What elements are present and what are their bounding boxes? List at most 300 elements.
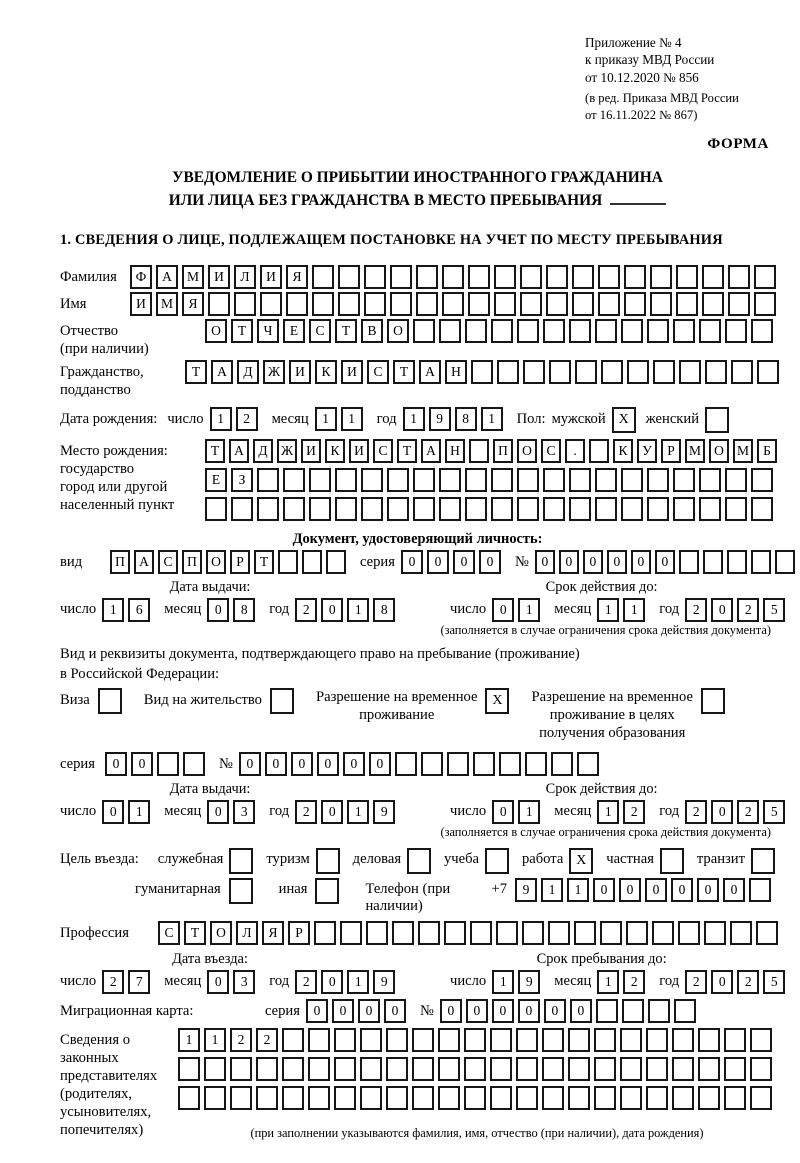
char-cell[interactable] [496, 921, 518, 945]
char-cell[interactable]: М [156, 292, 178, 316]
char-cell[interactable] [387, 497, 409, 521]
char-cell[interactable] [471, 360, 493, 384]
char-cell[interactable] [546, 265, 568, 289]
char-cell[interactable]: 0 [570, 999, 592, 1023]
char-cell[interactable]: 9 [515, 878, 537, 902]
char-cell[interactable] [525, 752, 547, 776]
char-cell[interactable]: О [387, 319, 409, 343]
char-cell[interactable]: Р [661, 439, 681, 463]
char-cell[interactable]: Н [445, 439, 465, 463]
purpose-private-checkbox[interactable] [660, 848, 684, 874]
char-cell[interactable] [551, 752, 573, 776]
char-cell[interactable] [490, 1086, 512, 1110]
char-cell[interactable] [622, 999, 644, 1023]
char-cell[interactable] [499, 752, 521, 776]
char-cell[interactable]: 1 [567, 878, 589, 902]
char-cell[interactable] [338, 265, 360, 289]
char-cell[interactable] [568, 1057, 590, 1081]
char-cell[interactable] [421, 752, 443, 776]
char-cell[interactable] [750, 1086, 772, 1110]
char-cell[interactable] [517, 319, 539, 343]
char-cell[interactable]: 1 [210, 407, 232, 431]
char-cell[interactable] [390, 292, 412, 316]
char-cell[interactable] [444, 921, 466, 945]
char-cell[interactable] [473, 752, 495, 776]
char-cell[interactable]: Е [283, 319, 305, 343]
char-cell[interactable]: . [565, 439, 585, 463]
char-cell[interactable] [178, 1057, 200, 1081]
char-cell[interactable] [260, 292, 282, 316]
char-cell[interactable] [517, 497, 539, 521]
char-cell[interactable] [308, 1086, 330, 1110]
char-cell[interactable] [598, 265, 620, 289]
char-cell[interactable]: С [367, 360, 389, 384]
char-cell[interactable]: 3 [233, 800, 255, 824]
char-cell[interactable]: 1 [204, 1028, 226, 1052]
char-cell[interactable] [278, 550, 298, 574]
char-cell[interactable]: 1 [541, 878, 563, 902]
char-cell[interactable] [490, 1028, 512, 1052]
char-cell[interactable] [568, 1086, 590, 1110]
char-cell[interactable] [256, 1086, 278, 1110]
char-cell[interactable]: И [341, 360, 363, 384]
char-cell[interactable] [572, 265, 594, 289]
char-cell[interactable]: С [309, 319, 331, 343]
char-cell[interactable] [204, 1086, 226, 1110]
char-cell[interactable]: Ж [277, 439, 297, 463]
char-cell[interactable] [312, 265, 334, 289]
char-cell[interactable]: С [158, 921, 180, 945]
char-cell[interactable] [312, 292, 334, 316]
char-cell[interactable]: 1 [518, 598, 540, 622]
char-cell[interactable]: Т [397, 439, 417, 463]
char-cell[interactable]: 0 [535, 550, 555, 574]
char-cell[interactable] [543, 468, 565, 492]
char-cell[interactable]: И [260, 265, 282, 289]
char-cell[interactable] [282, 1057, 304, 1081]
char-cell[interactable] [620, 1057, 642, 1081]
char-cell[interactable]: 0 [583, 550, 603, 574]
char-cell[interactable] [387, 468, 409, 492]
char-cell[interactable]: 1 [315, 407, 337, 431]
char-cell[interactable] [234, 292, 256, 316]
char-cell[interactable]: О [205, 319, 227, 343]
char-cell[interactable]: 1 [347, 970, 369, 994]
char-cell[interactable]: И [289, 360, 311, 384]
char-cell[interactable]: Р [288, 921, 310, 945]
char-cell[interactable] [230, 1086, 252, 1110]
char-cell[interactable]: 0 [723, 878, 745, 902]
char-cell[interactable] [416, 265, 438, 289]
char-cell[interactable]: 2 [236, 407, 258, 431]
char-cell[interactable] [594, 1057, 616, 1081]
char-cell[interactable] [569, 468, 591, 492]
char-cell[interactable]: 0 [671, 878, 693, 902]
char-cell[interactable] [334, 1028, 356, 1052]
char-cell[interactable] [620, 1086, 642, 1110]
char-cell[interactable] [673, 497, 695, 521]
char-cell[interactable]: 0 [427, 550, 449, 574]
char-cell[interactable] [705, 360, 727, 384]
char-cell[interactable] [730, 921, 752, 945]
char-cell[interactable]: 6 [128, 598, 150, 622]
char-cell[interactable] [757, 360, 779, 384]
char-cell[interactable] [574, 921, 596, 945]
char-cell[interactable] [334, 1057, 356, 1081]
char-cell[interactable] [314, 921, 336, 945]
char-cell[interactable]: 2 [256, 1028, 278, 1052]
char-cell[interactable] [750, 1057, 772, 1081]
char-cell[interactable]: 1 [481, 407, 503, 431]
char-cell[interactable] [308, 1028, 330, 1052]
char-cell[interactable]: 2 [230, 1028, 252, 1052]
char-cell[interactable] [676, 265, 698, 289]
char-cell[interactable]: Б [757, 439, 777, 463]
char-cell[interactable] [572, 292, 594, 316]
char-cell[interactable] [439, 319, 461, 343]
char-cell[interactable] [361, 497, 383, 521]
char-cell[interactable] [178, 1086, 200, 1110]
char-cell[interactable] [647, 468, 669, 492]
char-cell[interactable]: 0 [207, 800, 229, 824]
char-cell[interactable] [257, 497, 279, 521]
char-cell[interactable]: 1 [403, 407, 425, 431]
char-cell[interactable]: 0 [291, 752, 313, 776]
char-cell[interactable]: 0 [619, 878, 641, 902]
char-cell[interactable] [542, 1086, 564, 1110]
char-cell[interactable]: 0 [492, 800, 514, 824]
char-cell[interactable]: 0 [711, 970, 733, 994]
char-cell[interactable] [650, 292, 672, 316]
char-cell[interactable] [756, 921, 778, 945]
char-cell[interactable]: Я [182, 292, 204, 316]
char-cell[interactable] [703, 550, 723, 574]
char-cell[interactable] [672, 1057, 694, 1081]
char-cell[interactable]: 1 [597, 800, 619, 824]
char-cell[interactable] [204, 1057, 226, 1081]
char-cell[interactable] [751, 550, 771, 574]
char-cell[interactable] [494, 265, 516, 289]
char-cell[interactable] [543, 319, 565, 343]
char-cell[interactable] [751, 468, 773, 492]
char-cell[interactable] [309, 497, 331, 521]
char-cell[interactable] [728, 265, 750, 289]
char-cell[interactable] [447, 752, 469, 776]
char-cell[interactable] [724, 1086, 746, 1110]
char-cell[interactable]: О [206, 550, 226, 574]
char-cell[interactable]: Д [253, 439, 273, 463]
char-cell[interactable] [673, 468, 695, 492]
char-cell[interactable] [386, 1028, 408, 1052]
char-cell[interactable] [598, 292, 620, 316]
char-cell[interactable] [673, 319, 695, 343]
char-cell[interactable]: А [419, 360, 441, 384]
char-cell[interactable]: 0 [697, 878, 719, 902]
char-cell[interactable]: 2 [295, 970, 317, 994]
char-cell[interactable] [360, 1057, 382, 1081]
char-cell[interactable] [334, 1086, 356, 1110]
char-cell[interactable]: 1 [178, 1028, 200, 1052]
char-cell[interactable] [390, 265, 412, 289]
char-cell[interactable] [413, 319, 435, 343]
char-cell[interactable]: 5 [763, 598, 785, 622]
char-cell[interactable] [464, 1086, 486, 1110]
char-cell[interactable]: 0 [711, 800, 733, 824]
char-cell[interactable]: 2 [737, 970, 759, 994]
char-cell[interactable] [468, 292, 490, 316]
char-cell[interactable] [546, 292, 568, 316]
char-cell[interactable]: С [158, 550, 178, 574]
char-cell[interactable] [523, 360, 545, 384]
char-cell[interactable] [465, 468, 487, 492]
char-cell[interactable]: О [517, 439, 537, 463]
residence-permit-checkbox[interactable] [270, 688, 294, 714]
char-cell[interactable]: Я [286, 265, 308, 289]
char-cell[interactable]: Л [234, 265, 256, 289]
char-cell[interactable]: 0 [321, 800, 343, 824]
char-cell[interactable] [439, 468, 461, 492]
char-cell[interactable] [577, 752, 599, 776]
char-cell[interactable]: З [231, 468, 253, 492]
char-cell[interactable]: 0 [131, 752, 153, 776]
char-cell[interactable]: 1 [597, 598, 619, 622]
char-cell[interactable] [727, 550, 747, 574]
char-cell[interactable]: 5 [763, 800, 785, 824]
char-cell[interactable]: 1 [347, 800, 369, 824]
char-cell[interactable]: К [613, 439, 633, 463]
char-cell[interactable] [652, 921, 674, 945]
char-cell[interactable]: 0 [321, 970, 343, 994]
char-cell[interactable] [594, 1086, 616, 1110]
char-cell[interactable]: М [733, 439, 753, 463]
char-cell[interactable] [442, 292, 464, 316]
char-cell[interactable]: 2 [295, 800, 317, 824]
char-cell[interactable] [626, 921, 648, 945]
char-cell[interactable] [589, 439, 609, 463]
char-cell[interactable]: 8 [233, 598, 255, 622]
char-cell[interactable]: 7 [128, 970, 150, 994]
char-cell[interactable] [366, 921, 388, 945]
char-cell[interactable]: 1 [128, 800, 150, 824]
char-cell[interactable] [470, 921, 492, 945]
char-cell[interactable] [438, 1028, 460, 1052]
char-cell[interactable] [413, 497, 435, 521]
char-cell[interactable] [731, 360, 753, 384]
char-cell[interactable]: 2 [737, 598, 759, 622]
sex-male-checkbox[interactable]: X [612, 407, 636, 433]
char-cell[interactable]: 0 [711, 598, 733, 622]
purpose-study-checkbox[interactable] [485, 848, 509, 874]
char-cell[interactable]: Т [393, 360, 415, 384]
char-cell[interactable] [490, 1057, 512, 1081]
char-cell[interactable] [438, 1086, 460, 1110]
char-cell[interactable]: Р [230, 550, 250, 574]
char-cell[interactable] [549, 360, 571, 384]
char-cell[interactable] [724, 1057, 746, 1081]
char-cell[interactable]: 9 [373, 970, 395, 994]
char-cell[interactable] [468, 265, 490, 289]
char-cell[interactable]: 0 [207, 970, 229, 994]
char-cell[interactable] [595, 497, 617, 521]
char-cell[interactable] [335, 468, 357, 492]
char-cell[interactable] [698, 1028, 720, 1052]
char-cell[interactable] [646, 1028, 668, 1052]
char-cell[interactable] [596, 999, 618, 1023]
char-cell[interactable]: 2 [737, 800, 759, 824]
char-cell[interactable]: 0 [559, 550, 579, 574]
char-cell[interactable] [520, 292, 542, 316]
char-cell[interactable]: А [156, 265, 178, 289]
char-cell[interactable] [698, 1086, 720, 1110]
char-cell[interactable]: С [541, 439, 561, 463]
char-cell[interactable] [392, 921, 414, 945]
char-cell[interactable]: 0 [239, 752, 261, 776]
char-cell[interactable] [621, 468, 643, 492]
char-cell[interactable]: 2 [623, 970, 645, 994]
char-cell[interactable]: 0 [518, 999, 540, 1023]
char-cell[interactable]: И [208, 265, 230, 289]
char-cell[interactable]: Т [184, 921, 206, 945]
char-cell[interactable] [282, 1086, 304, 1110]
char-cell[interactable]: О [709, 439, 729, 463]
char-cell[interactable] [283, 468, 305, 492]
char-cell[interactable]: П [110, 550, 130, 574]
char-cell[interactable] [725, 468, 747, 492]
char-cell[interactable] [386, 1057, 408, 1081]
char-cell[interactable] [522, 921, 544, 945]
char-cell[interactable]: 0 [593, 878, 615, 902]
char-cell[interactable]: Т [205, 439, 225, 463]
char-cell[interactable] [725, 497, 747, 521]
char-cell[interactable]: Я [262, 921, 284, 945]
char-cell[interactable] [679, 360, 701, 384]
char-cell[interactable] [648, 999, 670, 1023]
char-cell[interactable] [338, 292, 360, 316]
edu-permit-checkbox[interactable] [701, 688, 725, 714]
char-cell[interactable]: Т [185, 360, 207, 384]
char-cell[interactable] [416, 292, 438, 316]
char-cell[interactable]: 0 [358, 999, 380, 1023]
char-cell[interactable] [183, 752, 205, 776]
char-cell[interactable] [621, 319, 643, 343]
purpose-official-checkbox[interactable] [229, 848, 253, 874]
char-cell[interactable] [650, 265, 672, 289]
char-cell[interactable] [595, 468, 617, 492]
char-cell[interactable] [308, 1057, 330, 1081]
char-cell[interactable]: 1 [623, 598, 645, 622]
char-cell[interactable] [326, 550, 346, 574]
char-cell[interactable]: 0 [453, 550, 475, 574]
char-cell[interactable] [749, 878, 771, 902]
char-cell[interactable]: М [685, 439, 705, 463]
char-cell[interactable] [621, 497, 643, 521]
char-cell[interactable]: 0 [607, 550, 627, 574]
char-cell[interactable] [704, 921, 726, 945]
char-cell[interactable] [754, 292, 776, 316]
char-cell[interactable] [208, 292, 230, 316]
char-cell[interactable]: 1 [102, 598, 124, 622]
char-cell[interactable]: А [229, 439, 249, 463]
char-cell[interactable] [386, 1086, 408, 1110]
char-cell[interactable] [775, 550, 795, 574]
char-cell[interactable] [647, 497, 669, 521]
char-cell[interactable] [679, 550, 699, 574]
char-cell[interactable] [442, 265, 464, 289]
char-cell[interactable] [568, 1028, 590, 1052]
char-cell[interactable] [542, 1057, 564, 1081]
char-cell[interactable] [418, 921, 440, 945]
char-cell[interactable]: 0 [492, 999, 514, 1023]
char-cell[interactable]: 1 [492, 970, 514, 994]
char-cell[interactable] [491, 497, 513, 521]
char-cell[interactable]: Т [254, 550, 274, 574]
char-cell[interactable]: Л [236, 921, 258, 945]
char-cell[interactable] [699, 497, 721, 521]
char-cell[interactable]: 1 [341, 407, 363, 431]
char-cell[interactable] [282, 1028, 304, 1052]
char-cell[interactable] [702, 292, 724, 316]
char-cell[interactable]: 0 [401, 550, 423, 574]
char-cell[interactable] [754, 265, 776, 289]
char-cell[interactable] [728, 292, 750, 316]
char-cell[interactable]: 1 [518, 800, 540, 824]
char-cell[interactable]: 0 [306, 999, 328, 1023]
char-cell[interactable]: 0 [332, 999, 354, 1023]
char-cell[interactable] [361, 468, 383, 492]
char-cell[interactable]: 2 [295, 598, 317, 622]
char-cell[interactable] [412, 1086, 434, 1110]
char-cell[interactable] [413, 468, 435, 492]
char-cell[interactable]: 8 [455, 407, 477, 431]
char-cell[interactable] [283, 497, 305, 521]
char-cell[interactable] [491, 468, 513, 492]
char-cell[interactable]: 2 [102, 970, 124, 994]
char-cell[interactable]: 0 [492, 598, 514, 622]
char-cell[interactable]: Ф [130, 265, 152, 289]
char-cell[interactable]: 0 [317, 752, 339, 776]
char-cell[interactable]: 0 [466, 999, 488, 1023]
char-cell[interactable]: Т [335, 319, 357, 343]
char-cell[interactable] [157, 752, 179, 776]
char-cell[interactable] [497, 360, 519, 384]
char-cell[interactable] [309, 468, 331, 492]
char-cell[interactable] [412, 1057, 434, 1081]
char-cell[interactable]: 2 [685, 970, 707, 994]
char-cell[interactable]: П [182, 550, 202, 574]
char-cell[interactable]: Ж [263, 360, 285, 384]
char-cell[interactable]: 5 [763, 970, 785, 994]
char-cell[interactable] [678, 921, 700, 945]
char-cell[interactable]: 0 [343, 752, 365, 776]
char-cell[interactable] [624, 265, 646, 289]
char-cell[interactable] [516, 1028, 538, 1052]
char-cell[interactable]: 2 [685, 800, 707, 824]
char-cell[interactable]: В [361, 319, 383, 343]
char-cell[interactable]: А [134, 550, 154, 574]
char-cell[interactable] [360, 1086, 382, 1110]
char-cell[interactable] [439, 497, 461, 521]
char-cell[interactable] [516, 1086, 538, 1110]
char-cell[interactable] [464, 1028, 486, 1052]
char-cell[interactable] [465, 319, 487, 343]
char-cell[interactable] [230, 1057, 252, 1081]
char-cell[interactable]: 0 [207, 598, 229, 622]
char-cell[interactable]: 0 [544, 999, 566, 1023]
char-cell[interactable] [676, 292, 698, 316]
char-cell[interactable] [698, 1057, 720, 1081]
purpose-tourism-checkbox[interactable] [316, 848, 340, 874]
char-cell[interactable]: 0 [265, 752, 287, 776]
